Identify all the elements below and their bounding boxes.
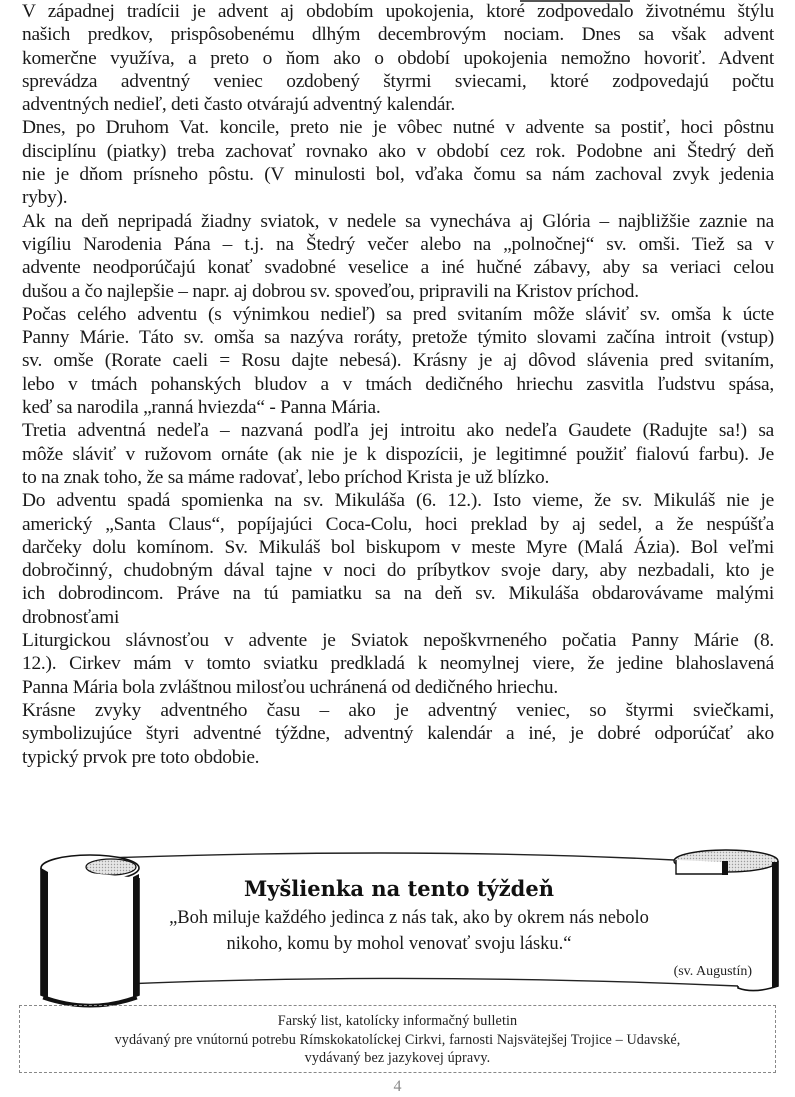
paragraph	[22, 629, 774, 699]
text-line: 12.). Cirkev mám v tomto sviatku predkladá k neomylnej viere, že jedine blahoslavená	[22, 653, 774, 675]
paragraph	[22, 210, 774, 303]
text-line: lebo v tmách pohanských bludov a v tmách dedičného hriechu zasvitla ľudstvu spása,	[22, 373, 774, 395]
footer-line-3: vydávaný bez jazykovej úpravy.	[304, 1050, 491, 1066]
text-line: Tretia adventná nedeľa – nazvaná podľa jej introitu ako nedeľa Gaudete (Radujte sa!) sa	[22, 420, 774, 442]
paragraph	[22, 116, 774, 209]
text-line: advente neodporúčajú konať svadobné veselice a iné hučné zábavy, aby sa veriaci celou	[22, 257, 774, 279]
text-line: Do adventu spadá spomienka na sv. Mikuláša (6. 12.). Isto vieme, že sv. Mikuláš nie je	[22, 490, 774, 512]
text-line: typický prvok pre toto obdobie.	[22, 746, 260, 768]
text-line: to na znak toho, že sa máme radovať, lebo príchod Krista je už blízko.	[22, 466, 550, 488]
paragraph	[22, 419, 774, 489]
quote-line-1: „Boh miluje každého jedinca z nás tak, ako by okrem nás nebolo	[169, 908, 649, 928]
quote-line-2: nikoho, komu by mohol venovať svoju lásku.“	[226, 934, 572, 954]
text-line: americký „Santa Claus“, popíjajúci Coca-Colu, hoci preklad by aj sedel, a že nespúšťa	[22, 513, 774, 535]
text-line: Liturgickou slávnosťou v advente je Sviatok nepoškvrneného počatia Panny Márie (8.	[22, 630, 774, 652]
paragraph	[22, 303, 774, 419]
text-line: Ak na deň nepripadá žiadny sviatok, v nedele sa vynecháva aj Glória – najbližšie zaznie na	[22, 210, 774, 232]
text-line: Počas celého adventu (s výnimkou nedieľ) sa pred svitaním môže sláviť sv. omša k úcte	[22, 303, 774, 325]
text-line: Krásne zvyky adventného času – ako je adventný veniec, so štyrmi sviečkami,	[22, 699, 774, 721]
paragraph	[22, 699, 774, 769]
text-line: Dnes, po Druhom Vat. koncile, preto nie je vôbec nutné v advente sa postiť, hoci pôstnu	[22, 117, 774, 139]
text-line: vigíliu Narodenia Pána – t.j. na Štedrý večer alebo na „polnočnej“ sv. omši. Tiež sa v	[22, 233, 774, 255]
text-line: darčeky dolu komínom. Sv. Mikuláš bol biskupom v meste Myre (Malá Ázia). Bol veľmi	[22, 536, 774, 558]
footer-line-1: Farský list, katolícky informačný bulletin	[277, 1013, 518, 1029]
text-line: V západnej tradícii je advent aj obdobím upokojenia, ktoré zodpovedalo životnému štýlu	[22, 1, 774, 22]
text-line: sv. omše (Rorate caeli = Rosu dajte nebesá). Krásny je aj dôvod slávenia pred svitaním,	[22, 350, 774, 372]
text-line: Panna Mária bola zvláštnou milosťou uchránená od dedičného hriechu.	[22, 676, 558, 698]
page-number: 4	[393, 1078, 402, 1095]
text-line: sprevádza adventný veniec ozdobený štyrmi sviecami, ktoré zodpovedajú počtu	[22, 70, 774, 92]
text-line: keď sa narodila „ranná hviezda“ - Panna Mária.	[22, 397, 381, 419]
text-line: nie je dňom prísneho pôstu. (V minulosti bol, vďaka čomu sa nám zachoval zvyk jedenia	[22, 164, 774, 186]
text-line: dušou a čo najlepšie – napr. aj dobrou sv. spoveďou, pripravili na Kristov príchod.	[22, 280, 639, 302]
thought-of-week-scroll	[14, 848, 784, 1008]
text-line: drobnosťami	[22, 606, 120, 628]
paragraph	[22, 0, 774, 116]
publication-footer	[19, 1005, 776, 1073]
text-line: ich dobrodincom. Práve na tú pamiatku sa na deň sv. Mikuláša obdarovávame malými	[22, 583, 774, 605]
text-line: adventných nedieľ, deti často otvárajú adventný kalendár.	[22, 94, 455, 116]
article-body	[22, 0, 774, 769]
footer-line-2: vydávaný pre vnútornú potrebu Rímskokatolíckej Cirkvi, farnosti Najsvätejšej Trojice – Udavské,	[114, 1031, 681, 1048]
text-line: symbolizujúce štyri adventné týždne, adventný kalendár a iné, je dobré odporúčať ako	[22, 723, 774, 745]
text-line: ryby).	[22, 187, 68, 209]
text-line: komerčne využíva, a preto o ňom ako o období upokojenia nemožno hovoriť. Advent	[22, 47, 774, 69]
scroll-title: Myšlienka na tento týždeň	[244, 876, 554, 901]
paragraph	[22, 489, 774, 629]
text-line: dobročinný, chudobným dával tajne v noci do príbytkov svoje dary, aby nezbadali, kto je	[22, 560, 774, 582]
text-line: disciplínu (piatky) treba zachovať rovnako ako v období cez rok. Podobne ani Štedrý deň	[22, 140, 774, 162]
text-line: môže sláviť v ružovom ornáte (ak nie je k dispozícii, je legitimné použiť fialovú farbu). Je	[22, 443, 774, 465]
quote-author: (sv. Augustín)	[673, 964, 752, 979]
text-line: našich predkov, prispôsobenému dlhým decembrovým nociam. Dnes sa však advent	[22, 24, 774, 46]
text-line: Panny Márie. Táto sv. omša sa nazýva roráty, pretože týmito slovami začína introit (vstup)	[22, 327, 774, 349]
